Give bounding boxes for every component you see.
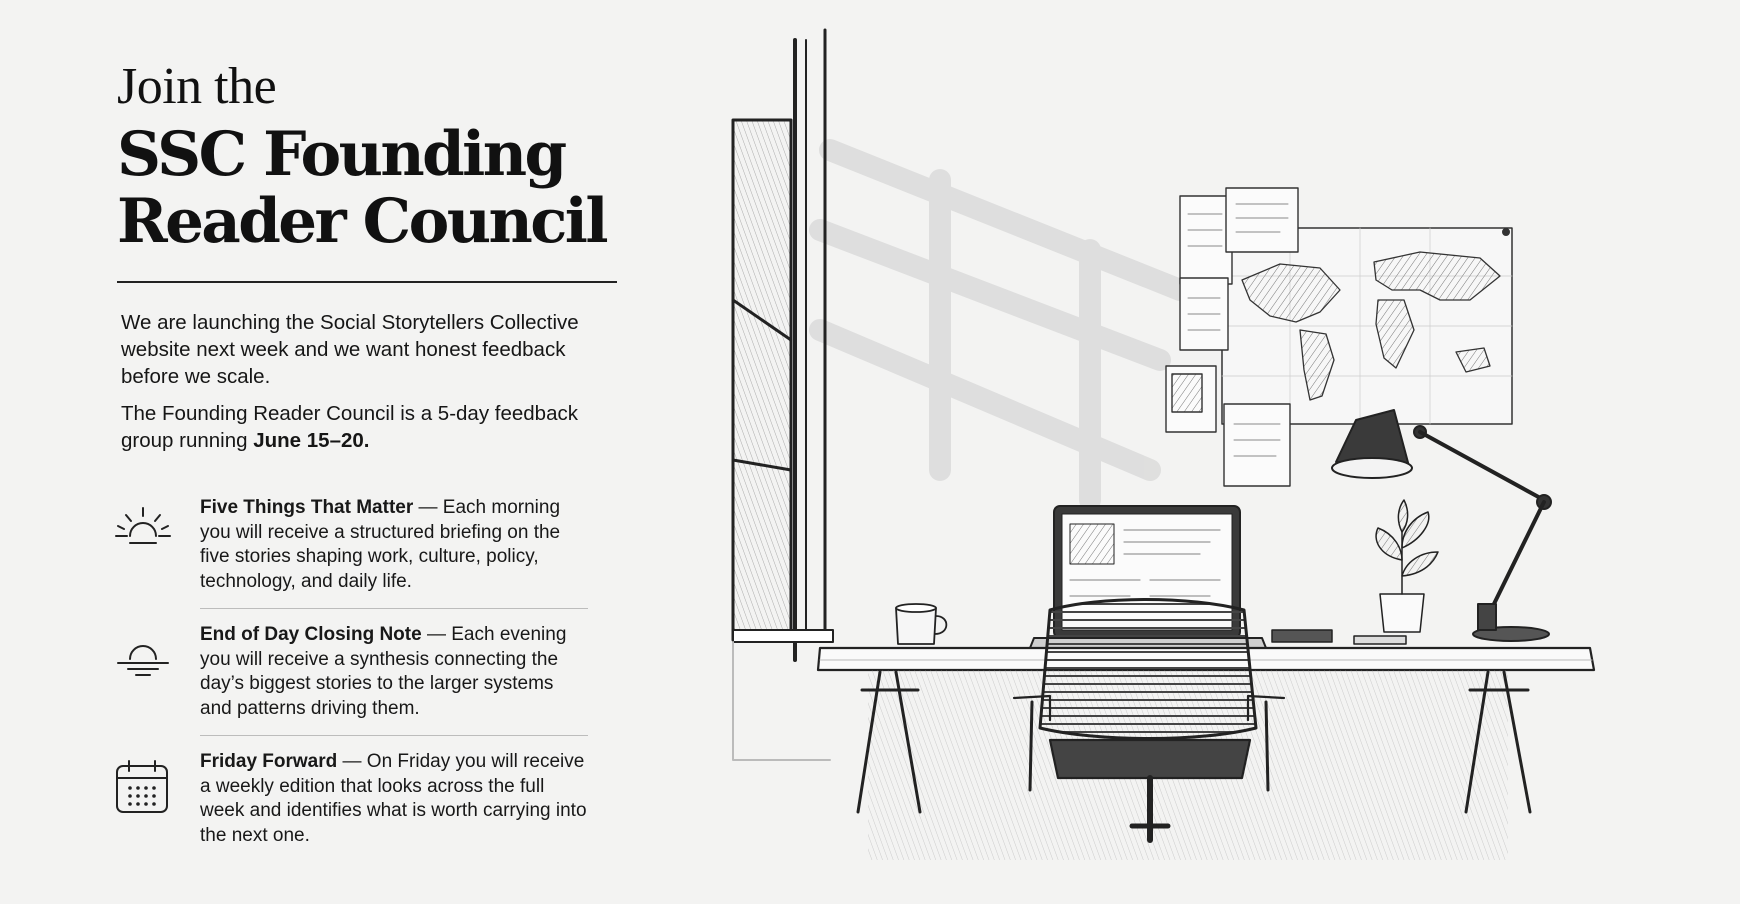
divider [117, 281, 617, 283]
feature-body: — On Friday you will receive a weekly edition that looks across the full week and identifies what is worth carrying into the next one. [200, 751, 587, 846]
intro-paragraph-1: We are launching the Social Storytellers Collective website next week and we want honest feedback before we scale. [121, 310, 579, 388]
feature-body: — Each morning you will receive a structured briefing on the five stories shaping work, culture, policy, technology, and daily life. [200, 497, 561, 592]
sunrise-icon [112, 502, 174, 564]
feature-title: Friday Forward [200, 751, 338, 772]
world-map [1222, 228, 1512, 424]
calendar-icon [112, 756, 174, 818]
plant [1376, 500, 1438, 632]
sunset-icon [112, 629, 174, 691]
feature-body: — Each evening you will receive a synthesis connecting the day’s biggest stories to the larger systems and patterns driving them. [200, 624, 567, 719]
feature-evening [112, 623, 588, 736]
intro-paragraph-2 [121, 400, 621, 454]
headline-line-1: SSC Founding [117, 118, 565, 190]
feature-divider [200, 608, 588, 609]
feature-morning [112, 496, 588, 609]
window-light-shadow [820, 150, 1180, 500]
intro-paragraph-2-text: The Founding Reader Council is a 5-day feedback group running [121, 401, 578, 452]
intro-dates: June 15–20. [253, 428, 370, 452]
headline-line-2: Reader Council [117, 185, 606, 257]
feature-title: Five Things That Matter [200, 497, 414, 518]
desk-illustration [726, 0, 1740, 904]
feature-title: End of Day Closing Note [200, 624, 422, 645]
feature-list [112, 496, 588, 848]
intro [121, 309, 621, 454]
desk-lamp [1332, 410, 1551, 641]
feature-divider [200, 735, 588, 736]
feature-friday [112, 750, 588, 848]
feature-text [200, 496, 588, 594]
feature-text [200, 750, 588, 848]
feature-text [200, 623, 588, 721]
page-title [117, 118, 637, 257]
window [733, 30, 833, 760]
hero-text [117, 60, 637, 464]
kicker: Join the [117, 58, 277, 115]
mug [896, 604, 946, 644]
